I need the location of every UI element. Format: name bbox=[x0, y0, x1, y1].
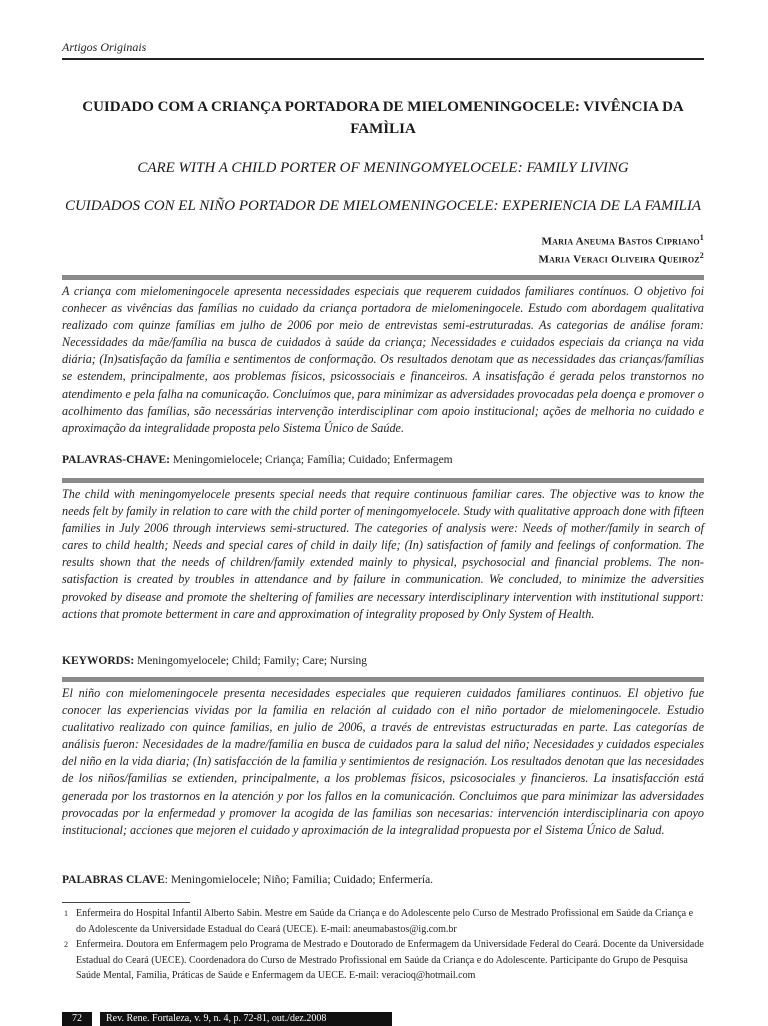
footnote-rule bbox=[62, 902, 190, 903]
keywords-terms: : Meningomielocele; Niño; Familia; Cuidado; Enfermería. bbox=[164, 874, 434, 886]
keywords-label: KEYWORDS: bbox=[62, 655, 135, 667]
footnote-number: 1 bbox=[64, 909, 68, 918]
abstract-portuguese: A criança com mielomeningocele apresenta necessidades especiais que requerem cuidados familiares contínuos. O objetivo foi conhecer as vivências das famílias no cuidado da criança portadora de mielomeningocele. Estudo com abordagem qualitativa realizado com quinze famílias em julho de 2006 por meio de entrevistas semi-estruturadas. As categorias de análise foram: Necessidades da mãe/família na busca de cuidados à saúde da criança; Necessidades e cuidados especiais da criança na vida diária; (In)satisfação da família e sentimentos de conformação. Os resultados denotam que as necessidades das crianças/famílias se estendem, principalmente, aos problemas físicos, psicossociais e financeiros. A insatisfação é gerada pelos transtornos no atendimento e pela falha na comunicação. Concluímos que, para minimizar as adversidades provocadas pela doença e promover o acolhimento das famílias, são necessárias intervenção interdisciplinar com apoio institucional; ações de melhoria no cuidado e aproximação da integralidade proposta pelo Sistema Único de Saúde. bbox=[62, 284, 704, 435]
keywords-label: PALABRAS CLAVE bbox=[62, 874, 165, 886]
article-title: CUIDADO COM A CRIANÇA PORTADORA DE MIELOMENINGOCELE: VIVÊNCIA DA FAMÌLIA bbox=[82, 99, 684, 137]
article-title-english: CARE WITH A CHILD PORTER OF MENINGOMYELOCELE: FAMILY LIVING bbox=[137, 160, 629, 176]
author-name: Maria Veraci Oliveira Queiroz bbox=[538, 253, 700, 266]
section-label: Artigos Originais bbox=[62, 40, 147, 54]
keywords-label: PALAVRAS-CHAVE: bbox=[62, 454, 170, 466]
footnote-1 bbox=[62, 906, 704, 937]
footnote-text: Enfermeira do Hospital Infantil Alberto Sabin. Mestre em Saúde da Criança e do Adolescente pelo Curso de Mestrado Profissional em Saúde da Criança e do Adolescente da Universidade Estadual do Ceará (UECE). E-mail: aneumabastos@ig.com.br bbox=[76, 908, 694, 935]
header-rule bbox=[62, 58, 704, 60]
keywords-terms: Meningomielocele; Criança; Família; Cuidado; Enfermagem bbox=[172, 454, 453, 466]
keywords-portuguese bbox=[62, 454, 704, 466]
abstract-divider bbox=[62, 677, 704, 682]
journal-citation: Rev. Rene. Fortaleza, v. 9, n. 4, p. 72-81, out./dez.2008 bbox=[100, 1012, 392, 1026]
abstract-english: The child with meningomyelocele presents special needs that require continuous familiar cares. The objective was to know the needs felt by family in relation to care with the child porter of meningomyelocele. Study with qualitative approach done with fifteen families in July 2006 through interviews semi-structured. The categories of analysis were: Needs of mother/family in search of cares to child health; Needs and special cares of child in daily life; (In) satisfaction of family and feelings of conformation. The results shown that the needs of children/family extended mainly to physical, psychosocial and financial problems. The non-satisfaction is created by troubles in attendance and by failure in communication. We concluded, to minimize the adversities provoked by disease and promote the sheltering of families are necessary interdisciplinary intervention with institutional support: actions that promote betterment in care and approximation of integrality proposed by Only System of Health. bbox=[62, 487, 704, 621]
author-ref: 2 bbox=[699, 251, 704, 260]
keywords-english bbox=[62, 655, 704, 667]
author-name: Maria Aneuma Bastos Cipriano bbox=[541, 235, 700, 248]
abstract-divider bbox=[62, 478, 704, 483]
author-1 bbox=[542, 233, 704, 248]
article-title-spanish: CUIDADOS CON EL NIÑO PORTADOR DE MIELOMENINGOCELE: EXPERIENCIA DE LA FAMILIA bbox=[64, 198, 702, 214]
page-number: 72 bbox=[62, 1012, 92, 1026]
abstract-spanish: El niño con mielomeningocele presenta necesidades especiales que requieren cuidados familiares continuos. El objetivo fue conocer las experiencias vividas por la familia en relación al cuidado con el niño portador de mielomeningocele. Estudio cualitativo realizado con quince familias, en julio de 2006, a través de entrevistas estructuradas en parte. Las categorías de análisis fueron: Necesidades de la madre/familia en busca de cuidados para la salud del niño; Necesidades y cuidados especiales del niño en la vida diaria; (In) satisfacción de la familia y sentimientos de resignación. Los resultados denotan que las necesidades de los niños/familias se extienden, principalmente, a los problemas físicos, psicosociales y financieros. La insatisfacción está generada por los trastornos en la atención y por los fallos en la comunicación. Concluimos que para minimizar las adversidades provocadas por la enfermedad y promover la acogida de las familias son necesarias: intervención interdisciplinaria con apoyo institucional; acciones que mejoren el cuidado y aproximación de la integralidad propuesta por el Sistema Único de Salud. bbox=[62, 686, 704, 837]
author-ref: 1 bbox=[699, 233, 704, 242]
footnote-text: Enfermeira. Doutora em Enfermagem pelo Programa de Mestrado e Doutorado de Enfermagem da Universidade Federal do Ceará. Docente da Universidade Estadual do Ceará (UECE). Coordenadora do Curso de Mestrado Profissional em Saúde da Criança e do Adolescente. Participante do Grupo de Pesquisa Saúde Mental, Família, Práticas de Saúde e Enfermagem da UECE. E-mail: veracioq@hotmail.com bbox=[76, 939, 704, 981]
keywords-spanish bbox=[62, 874, 704, 886]
footnote-2 bbox=[62, 937, 704, 984]
author-2 bbox=[538, 251, 704, 266]
footnote-number: 2 bbox=[64, 940, 68, 949]
keywords-terms: Meningomyelocele; Child; Family; Care; Nursing bbox=[137, 655, 368, 667]
abstract-divider bbox=[62, 275, 704, 280]
